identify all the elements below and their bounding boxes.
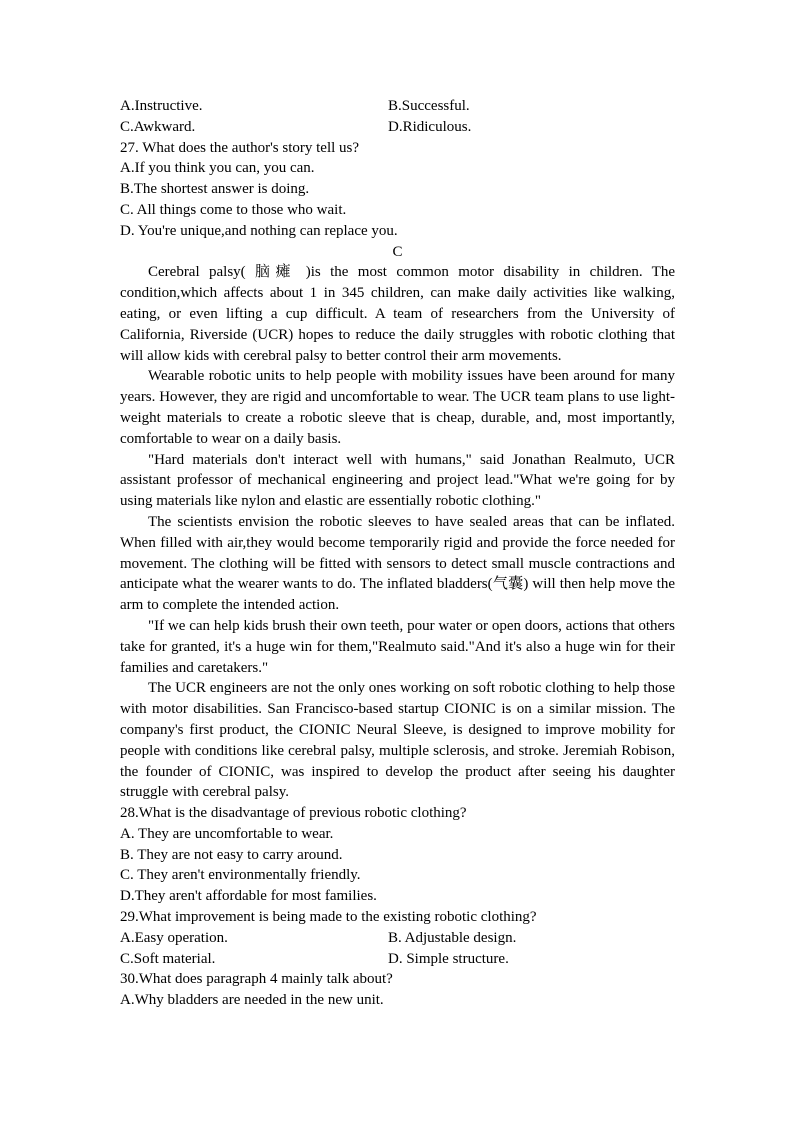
q26-option-a: A.Instructive. xyxy=(120,98,203,114)
q27-option-c: C. All things come to those who wait. xyxy=(120,201,347,218)
q29-option-row-1 xyxy=(120,928,675,949)
q28-option-c: C. They aren't environmentally friendly. xyxy=(120,867,361,884)
q29-option-b: B. Adjustable design. xyxy=(388,929,517,946)
q26-option-b: B.Successful. xyxy=(388,98,470,114)
q27-option-a: A.If you think you can, you can. xyxy=(120,160,315,177)
section-label: C xyxy=(392,243,403,260)
passage-paragraph-6: The UCR engineers are not the only ones working on soft robotic clothing to help those with motor disabilities. San Francisco-based startup CIONIC is on a similar mission. The company's first product, the CIONIC Neural Sleeve, is designed to improve mobility for people with conditions like cerebral palsy, multiple sclerosis, and stroke. Jeremiah Robison, the founder of CIONIC, was inspired to develop the product after seeing his daughter struggle with cerebral palsy. xyxy=(120,680,675,801)
q27-option-b: B.The shortest answer is doing. xyxy=(120,181,310,198)
q29-option-a: A.Easy operation. xyxy=(120,929,228,946)
q30-stem: 30.What does paragraph 4 mainly talk about? xyxy=(120,971,393,988)
q29-option-c: C.Soft material. xyxy=(120,950,216,967)
passage-paragraph-1: Cerebral palsy( 脑瘫 )is the most common motor disability in children. The condition,which affects about 1 in 345 children, can make daily activities like walking, eating, or even lifting a cup difficult. A team of researchers from the University of California, Riverside (UCR) hopes to reduce the daily struggles with robotic clothing that will allow kids with cerebral palsy to better control their arm movements. xyxy=(120,264,675,364)
q29-option-row-2 xyxy=(120,949,675,970)
passage-paragraph-4: The scientists envision the robotic sleeves to have sealed areas that can be inflated. When filled with air,they would become temporarily rigid and provide the force needed for movement. The clothing will be fitted with sensors to detect small muscle contractions and anticipate what the wearer wants to do. The inflated bladders(气囊) will then help move the arm to complete the intended action. xyxy=(120,513,675,614)
q26-option-d: D.Ridiculous. xyxy=(388,118,472,135)
passage-paragraph-3: "Hard materials don't interact well with humans," said Jonathan Realmuto, UCR assistant professor of mechanical engineering and project lead."What we're going for by using materials like nylon and elastic are essentially robotic clothing." xyxy=(120,451,675,510)
passage-paragraph-5: "If we can help kids brush their own teeth, pour water or open doors, actions that others take for granted, it's a huge win for them,"Realmuto said."And it's also a huge win for their families and caretakers." xyxy=(120,617,675,676)
q28-option-a: A. They are uncomfortable to wear. xyxy=(120,825,334,842)
q30-option-a: A.Why bladders are needed in the new unit. xyxy=(120,992,384,1009)
q28-stem: 28.What is the disadvantage of previous robotic clothing? xyxy=(120,805,467,822)
q29-stem: 29.What improvement is being made to the existing robotic clothing? xyxy=(120,909,537,926)
q27-stem: 27. What does the author's story tell us? xyxy=(120,139,360,156)
q27-option-d: D. You're unique,and nothing can replace you. xyxy=(120,222,398,239)
passage-paragraph-2: Wearable robotic units to help people with mobility issues have been around for many years. However, they are rigid and uncomfortable to wear. The UCR team plans to use light-weight materials to create a robotic sleeve that is cheap, durable, and, most importantly, comfortable to wear on a daily basis. xyxy=(120,368,675,447)
q26-option-c: C.Awkward. xyxy=(120,118,196,135)
q26-option-row-2 xyxy=(120,117,675,138)
q26-option-row-1 xyxy=(120,96,675,117)
q28-option-d: D.They aren't affordable for most families. xyxy=(120,888,377,905)
q28-option-b: B. They are not easy to carry around. xyxy=(120,846,343,863)
q29-option-d: D. Simple structure. xyxy=(388,950,509,967)
